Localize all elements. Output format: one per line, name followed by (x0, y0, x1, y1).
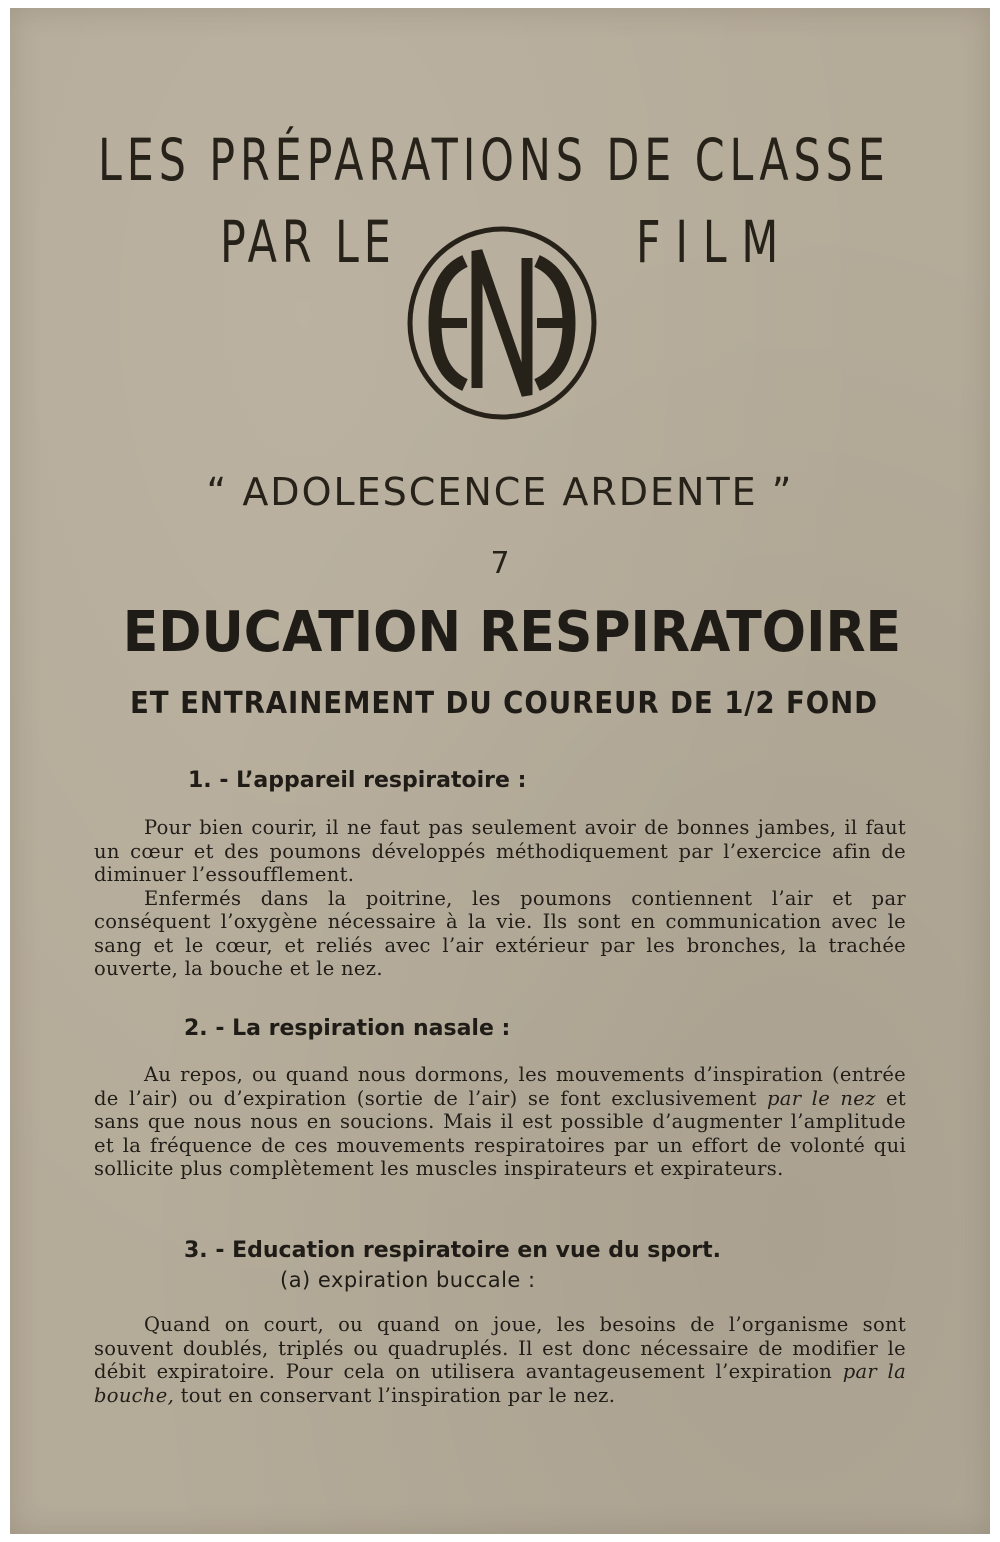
section-1-heading: 1. - L’appareil respiratoire : (188, 768, 527, 793)
ene-logo-icon (405, 223, 599, 423)
film-title: “ ADOLESCENCE ARDENTE ” (206, 470, 794, 514)
section-3-text-after: tout en conservant l’inspiration par le nez. (174, 1383, 616, 1407)
section-3-emphasis: par la bouche, (94, 1360, 906, 1407)
main-title: EDUCATION RESPIRATOIRE (122, 600, 902, 665)
section-2-text-after: et sans que nous nous en soucions. Mais il est possible d’augmenter l’amplitude et la fréquence de ces mouvements respiratoires par un effort de volonté qui sollicite plus complètement les muscles inspirateurs et expirateurs. (94, 1086, 906, 1180)
document-page (10, 8, 990, 1534)
section-2-body (94, 1063, 906, 1181)
sheet-number: 7 (490, 546, 510, 581)
header-line-1: LES PRÉPARATIONS DE CLASSE (98, 126, 890, 194)
section-3-paragraph (94, 1313, 906, 1407)
section-2-text-before: Au repos, ou quand nous dormons, les mouvements d’inspiration (entrée de l’air) ou d’expiration (sortie de l’air) se font exclusivement (94, 1063, 906, 1110)
subtitle: ET ENTRAINEMENT DU COUREUR DE 1/2 FOND (130, 686, 878, 721)
section-3-body (94, 1313, 906, 1407)
section-1-paragraph-1: Pour bien courir, il ne faut pas seulement avoir de bonnes jambes, il faut un cœur et des poumons développés méthodiquement par l’exercice afin de diminuer l’essoufflement. (94, 816, 906, 886)
header-line-2-left: PAR LE (220, 208, 396, 276)
section-1-paragraph-2: Enfermés dans la poitrine, les poumons contiennent l’air et par conséquent l’oxygène nécessaire à la vie. Ils sont en communication avec le sang et le cœur, et reliés avec l’air extérieur par les bronches, la trachée ouverte, la bouche et le nez. (94, 886, 906, 980)
section-2-heading: 2. - La respiration nasale : (184, 1016, 511, 1041)
section-3-text-before: Quand on court, ou quand on joue, les besoins de l’organisme sont souvent doublés, triplés ou quadruplés. Il est donc nécessaire de modifier le débit expiratoire. Pour cela on utilisera avantageusement l’expiration (94, 1313, 906, 1383)
section-2-emphasis: par le nez (766, 1086, 876, 1110)
section-3-heading: 3. - Education respiratoire en vue du sport. (184, 1238, 721, 1263)
section-2-paragraph (94, 1063, 906, 1181)
header-line-2-right: FILM (636, 208, 794, 276)
section-1-body (94, 816, 906, 981)
section-3-subheading: (a) expiration buccale : (280, 1268, 536, 1292)
